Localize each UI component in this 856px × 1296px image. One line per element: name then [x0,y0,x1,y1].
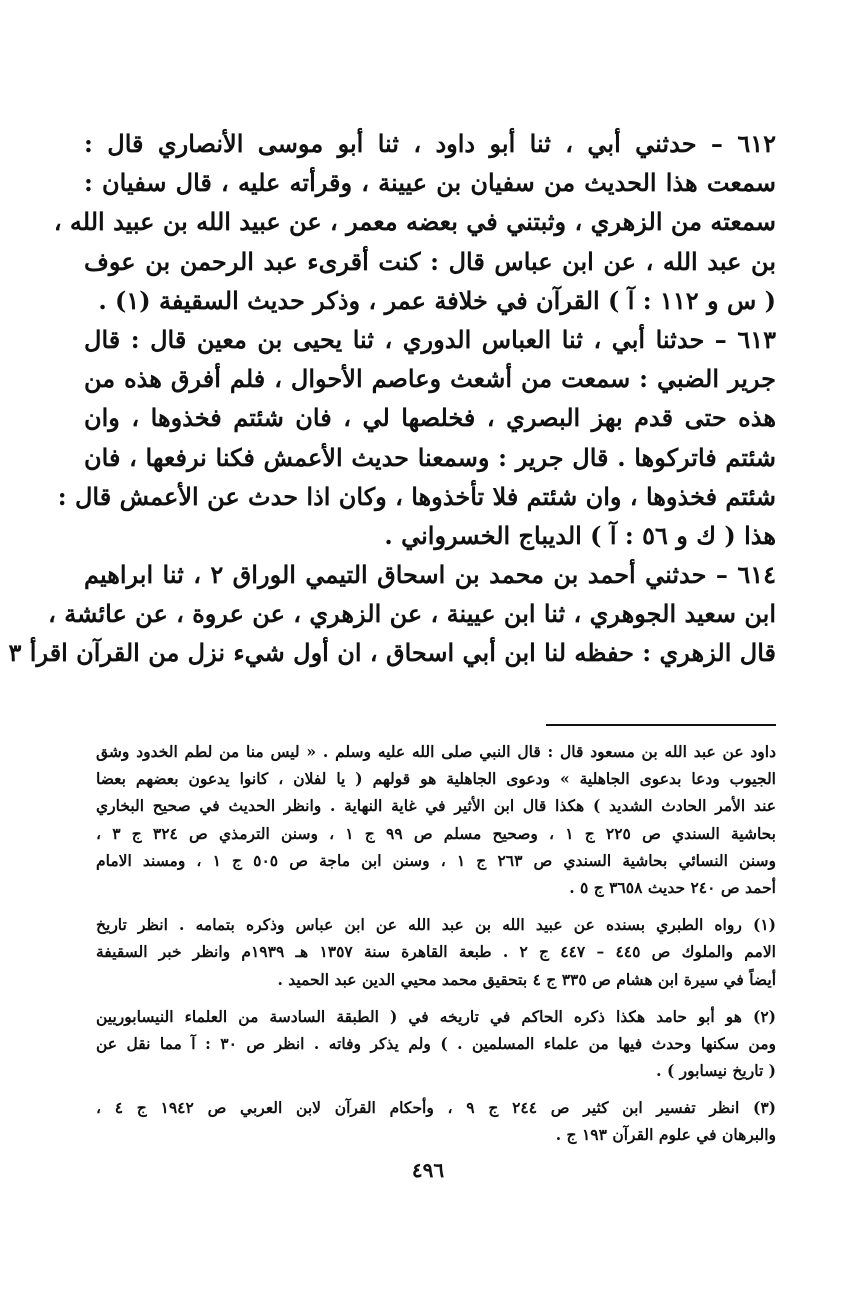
footnote-line: ومن سكنها وحدث فيها من علماء المسلمين . ) ولم يذكر وفاته . انظر ص ٣٠ : آ مما نقل عن [96,1033,777,1053]
main-line: ٦١٢ – حدثني أبي ، ثنا أبو داود ، ثنا أبو موسى الأنصاري قال : [84,129,776,158]
footnote-line: (٣) انظر تفسير ابن كثير ص ٢٤٤ ج ٩ ، وأحكام القرآن لابن العربي ص ١٩٤٢ ج ٤ ، [96,1098,776,1118]
footnote-line: داود عن عبد الله بن مسعود قال : قال النبي صلى الله عليه وسلم . « ليس منا من لطم الخدود وشق [96,742,776,761]
footnote-line: (١) رواه الطبري بسنده عن عبيد الله بن عبد الله عن ابن عباس وذكره بتمامه . انظر تاريخ [96,915,776,935]
main-line: ( س و ١١٢ : آ ) القرآن في خلافة عمر ، وذكر حديث السقيفة (١) . [98,285,776,315]
main-line: بن عبد الله ، عن ابن عباس قال : كنت أقرىء عبد الرحمن بن عوف [84,246,776,276]
footnote-line: (٢) هو أبو حامد هكذا ذكره الحاكم في تاريخه في ( الطبقة السادسة من العلماء النيسابوريين [96,1006,776,1026]
main-line: هذه حتى قدم بهز البصري ، فخلصها لي ، فان شئتم فخذوها ، وان [84,403,776,433]
main-line: ٦١٣ – حدثنا أبي ، ثنا العباس الدوري ، ثنا يحيى بن معين قال : قال [84,324,776,354]
footnote-line: أيضاً في سيرة ابن هشام ص ٣٣٥ ج ٤ بتحقيق محمد محيي الدين عبد الحميد . [277,969,776,989]
main-line: سمعت هذا الحديث من سفيان بن عيينة ، وقرأته عليه ، قال سفيان : [84,168,776,198]
footnote-line: الجيوب ودعا بدعوى الجاهلية » ودعوى الجاهلية هو قولهم ( يا لفلان ، كانوا يدعون بعضهم بعضا [96,769,776,789]
footnote-1 [96,911,776,993]
main-line: قال الزهري : حفظه لنا ابن أبي اسحاق ، ان أول شيء نزل من القرآن اقرأ ٣ [8,638,776,668]
footnote-line: أحمد ص ٢٤٠ حديث ٣٦٥٨ ج ٥ . [569,877,776,897]
page-number: ٤٩٦ [411,1158,445,1182]
footnote-continuation [96,738,776,901]
footnote-divider [546,724,776,726]
footnotes [96,738,776,1159]
main-line: جرير الضبي : سمعت من أشعث وعاصم الأحوال ، فلم أفرق هذه من [84,364,776,394]
main-line: شئتم فاتركوها . قال جرير : وسمعنا حديث الأعمش فكنا نرفعها ، فان [84,442,776,472]
footnote-line: ( تاريخ نيسابور ) . [656,1061,776,1081]
main-text [8,124,776,673]
footnote-line: بحاشية السندي ص ٢٢٥ ج ١ ، وصحيح مسلم ص ٩٩ ج ١ ، وسنن الترمذي ص ٣٢٤ ج ٣ ، [96,823,776,843]
footnote-line: وسنن النسائي بحاشية السندي ص ٢٦٣ ج ١ ، وسنن ابن ماجة ص ٥٠٥ ج ١ ، ومسند الامام [96,850,777,870]
footnote-2 [96,1003,776,1085]
footnote-line: الامم والملوك ص ٤٤٥ – ٤٤٧ ج ٢ . طبعة القاهرة سنة ١٣٥٧ هـ ١٩٣٩م وانظر خبر السقيفة [96,942,776,962]
main-line: ٦١٤ – حدثني أحمد بن محمد بن اسحاق التيمي الوراق ٢ ، ثنا ابراهيم [84,560,776,590]
footnote-line: والبرهان في علوم القرآن ١٩٣ ج . [555,1125,776,1145]
footnote-3 [96,1094,776,1148]
main-line: هذا ( ك و ٥٦ : آ ) الديباج الخسرواني . [384,520,776,550]
main-line: سمعته من الزهري ، وثبتني في بعضه معمر ، عن عبيد الله بن عبيد الله ، [53,207,776,237]
main-line: شئتم فخذوها ، وان شئتم فلا تأخذوها ، وكان اذا حدث عن الأعمش قال : [57,481,776,511]
main-line: ابن سعيد الجوهري ، ثنا ابن عيينة ، عن الزهري ، عن عروة ، عن عائشة ، [48,599,776,629]
footnote-line: عند الأمر الحادث الشديد ) هكذا قال ابن الأثير في غاية النهاية . وانظر الحديث في صحيح البخاري [96,796,776,816]
